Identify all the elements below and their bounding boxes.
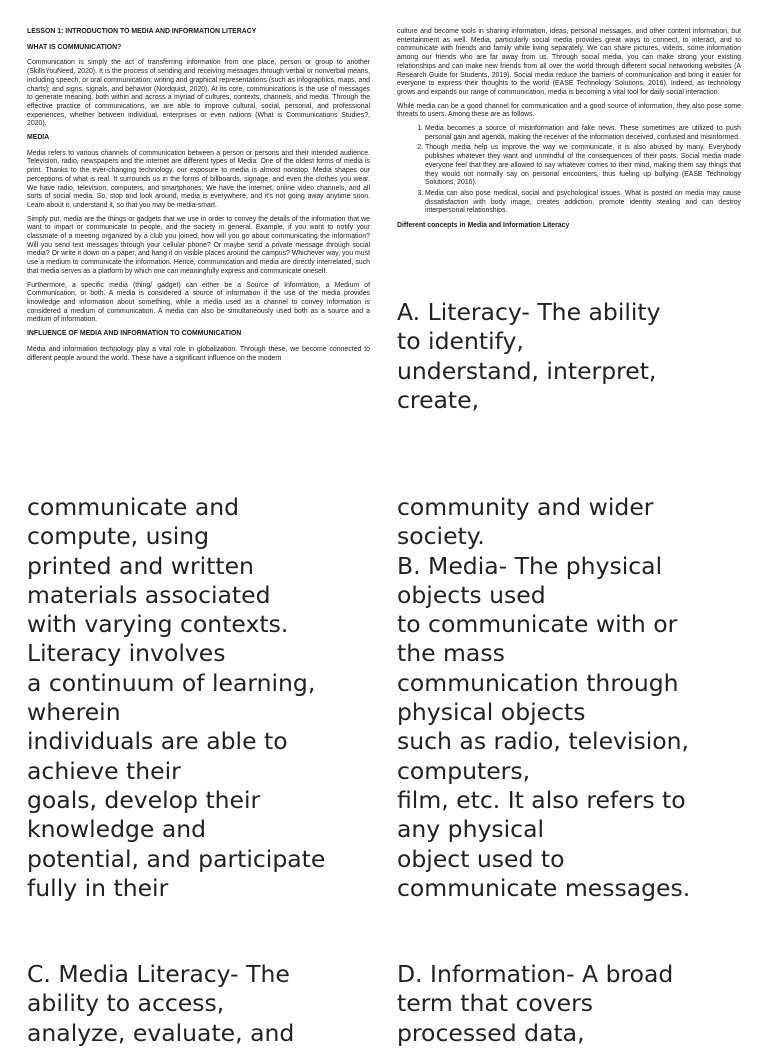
text-line: film, etc. It also refers to: [397, 785, 686, 814]
heading-media: MEDIA: [27, 134, 50, 142]
text-line: printed and written: [27, 551, 254, 580]
text-line: A. Literacy- The ability: [397, 298, 661, 326]
text-line: community and wider: [397, 493, 654, 521]
text-line: physical objects: [397, 698, 586, 727]
threat-item: 3. Media can also pose medical, social and psychological issues. What is posted on media may cause dissatisfaction with body image, creates addiction, promote identity stealing and can destroy interpersonal relationships.: [425, 190, 741, 216]
text-line: communicate and: [27, 493, 240, 521]
right-column-intro: [397, 28, 741, 238]
heading-concepts: Different concepts in Media and Information Literacy: [397, 222, 570, 230]
text-line: object used to: [397, 844, 565, 873]
text-line: the mass: [397, 639, 505, 668]
literacy-definition-start: [397, 298, 742, 415]
text-line: materials associated: [27, 580, 271, 609]
text-line: objects used: [397, 580, 546, 609]
text-line: processed data,: [397, 1018, 585, 1047]
text-line: communication through: [397, 668, 679, 697]
text-line: achieve their: [27, 756, 181, 785]
lesson-title: LESSON 1: INTRODUCTION TO MEDIA AND INFORMATION LITERACY: [27, 28, 257, 35]
text-line: potential, and participate: [27, 844, 326, 873]
text-line: computers,: [397, 756, 531, 785]
text-line: understand, interpret,: [397, 356, 657, 385]
paragraph-continued: culture and become tools in sharing information, ideas, personal messages, and other content information, but entertainment as well. Media, particularly social media provides great ways to connect, to interact, and to communicate with friends and family while living separately. We can share pictures, videos, some information among our friends who are far away from us. Through social media, you can make strong your existing relationships and can make new friends from all over the world through different social networking websites (A Research Guide for Students, 2019). Social media reduce the barriers of communication and bring it easier for everyone to express their thoughts to the world (EASE Technology Solutions, 2016). Indeed, as technology grows and expands our range of communication, media is becoming a vital tool for daily social interaction.: [397, 28, 741, 96]
threats-list: [397, 125, 741, 216]
heading-communication: WHAT IS COMMUNICATION?: [27, 43, 122, 51]
text-line: term that covers: [397, 989, 594, 1018]
threat-item: 2. Though media help us improve the way we communicate, it is also abused by many. Everybody publishes whatever they want and unmindful of the consequences of their posts. Social media made everyone feel that they are allowed to say whatever comes to their mind, making them say things that they would not normally say on personal encounters, thus fueling up bullying (EASE Technology Solutions, 2016).: [425, 144, 741, 188]
paragraph-communication: Communication is simply the act of transferring information from one place, person or group to another (SkillsYouNeed, 2020). It is the process of sending and receiving messages through verbal or nonverbal means, including speech, or oral communication; writing and graphical representations (such as infographics, maps, and charts); and signs, signals, and behavior (Nordquist, 2020). At its core, communications is the use of messages to generate meaning, both within and across a myriad of cultures, contexts, channels, and media. Through the effective practice of communications, we are able to improve cultural, social, personal, and professional experiences, whether between individual, enterprises or even nations (What is Communications Studies?, 2020).: [27, 59, 370, 128]
text-line: communicate messages.: [397, 873, 691, 902]
text-line: Literacy involves: [27, 639, 226, 668]
left-column-intro: [27, 28, 370, 368]
paragraph-media-3: Furthermore, a specific media (thing/ gadget) can either be a Source of Information, a Medium of Communication, or both. A media is considered a source of information if the use of the media provides knowledge and information about something, while a media used as a channel to convey information is considered a medium of communication. A media can also be simultaneously used both as a source and a medium of information.: [27, 281, 370, 324]
text-line: wherein: [27, 698, 121, 727]
text-line: goals, develop their: [27, 785, 261, 814]
threat-item: 1. Media becomes a source of misinformation and fake news. These sometimes are utilized to push personal gain and agenda, making the receiver of the information deceived, confused and misinformed.: [425, 125, 741, 142]
text-line: society.: [397, 522, 485, 551]
text-line: B. Media- The physical: [397, 551, 663, 580]
text-line: individuals are able to: [27, 727, 288, 756]
paragraph-media-2: Simply put, media are the things or gadgets that we use in order to convey the details of the information that we want to impart or communicate to people, and the society in general. Example, if you want to notify your classmate of a meeting organized by a club you joined, how will you go about communicating the information? Will you send text messages through your cellular phone? Or maybe send a private message through social media? Or write it down on a paper, and hang it on visible places around the campus? Whichever way, you must use a medium to communicate the information. Hence, communication and media are directly interrelated, such that media serves as a platform by which one can meaningfully express and communicate oneself.: [27, 215, 370, 275]
text-line: fully in their: [27, 873, 169, 902]
media-literacy-definition: [27, 960, 372, 1048]
paragraph-influence: Media and information technology play a vital role in globalization. Through these, we become connected to different people around the world. These have a significant influence on the modern: [27, 345, 370, 362]
information-definition: [397, 960, 742, 1048]
paragraph-threats: While media can be a good channel for communication and a good source of information, they also pose some threats to users. Among these are as follows.: [397, 102, 741, 119]
text-line: compute, using: [27, 522, 210, 551]
text-line: a continuum of learning,: [27, 668, 316, 697]
literacy-definition-continued: [27, 493, 372, 903]
text-line: with varying contexts.: [27, 610, 289, 639]
text-line: knowledge and: [27, 815, 207, 844]
media-definition: [397, 493, 742, 903]
text-line: D. Information- A broad: [397, 960, 674, 988]
text-line: ability to access,: [27, 989, 225, 1018]
heading-influence: INFLUENCE OF MEDIA AND INFORMATION TO COMMUNICATION: [27, 330, 242, 338]
text-line: to identify,: [397, 327, 524, 356]
paragraph-media-1: Media refers to various channels of communication between a person or persons and their intended audience. Television, radio, newspapers and the internet are different types of Media. One of the oldest forms of media is print. Thanks to the ever-changing technology, our exposure to media is almost nonstop. Media shapes our perceptions of what is real. It surrounds us in the forms of billboards, signage, and even the clothes you wear. We have radio, television, computers, and smartphones. We have the internet, online video channels, and all sorts of social media. So, stop and look around, media is everywhere, and it's not going away anytime soon. Learn about it, understand it, so that you may be media-smart.: [27, 149, 370, 209]
text-line: create,: [397, 385, 480, 414]
text-line: any physical: [397, 815, 545, 844]
text-line: to communicate with or: [397, 610, 678, 639]
text-line: analyze, evaluate, and: [27, 1018, 295, 1047]
text-line: C. Media Literacy- The: [27, 960, 290, 988]
text-line: such as radio, television,: [397, 727, 689, 756]
